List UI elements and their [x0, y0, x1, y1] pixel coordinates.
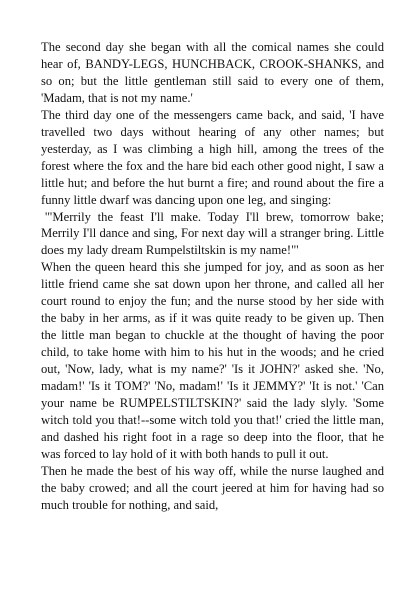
paragraph-second-day: The second day she began with all the comical names she could hear of, BANDY-LEGS, HUNCHBACK, CROOK-SHANKS, and so on; but the little gentleman still said to every one of them, 'Madam, that is not my name.'	[41, 40, 384, 105]
paragraph-third-day: The third day one of the messengers came back, and said, 'I have travelled two days without hearing of any other names; but yesterday, as I was climbing a high hill, among the trees of the forest where the fox and the hare bid each other good night, I saw a little hut; and before the hut burnt a fire; and round about the fire a funny little dwarf was dancing upon one leg, and singing:	[41, 107, 384, 207]
paragraph-ending: Then he made the best of his way off, while the nurse laughed and the baby crowed; and all the court jeered at him for having had so much trouble for nothing, and said,	[41, 463, 384, 512]
paragraph-queen-guesses: When the queen heard this she jumped for joy, and as soon as her little friend came she sat down upon her throne, and called all her court round to enjoy the fun; and the nurse stood by her side with the baby in her arms, as if it was quite ready to be given up. Then the little man began to chuckle at the thought of having the poor child, to take home with him to his hut in the woods; and he cried out, 'Now, lady, what is my name?' 'Is it JOHN?' asked she. 'No, madam!' 'Is it TOM?' 'No, madam!' 'Is it JEMMY?' 'It is not.' 'Can your name be RUMPELSTILTSKIN?' said the lady slyly. 'Some witch told you that!--some witch told you that!' cried the little man, and dashed his right foot in a rage so deep into the floor, that he was forced to lay hold of it with both hands to pull it out.	[41, 260, 384, 461]
story-page	[41, 39, 384, 514]
paragraph-dwarf-song: '"Merrily the feast I'll make. Today I'll brew, tomorrow bake; Merrily I'll dance and sing, For next day will a stranger bring. Little does my lady dream Rumpelstiltskin is my name!"'	[41, 209, 384, 258]
